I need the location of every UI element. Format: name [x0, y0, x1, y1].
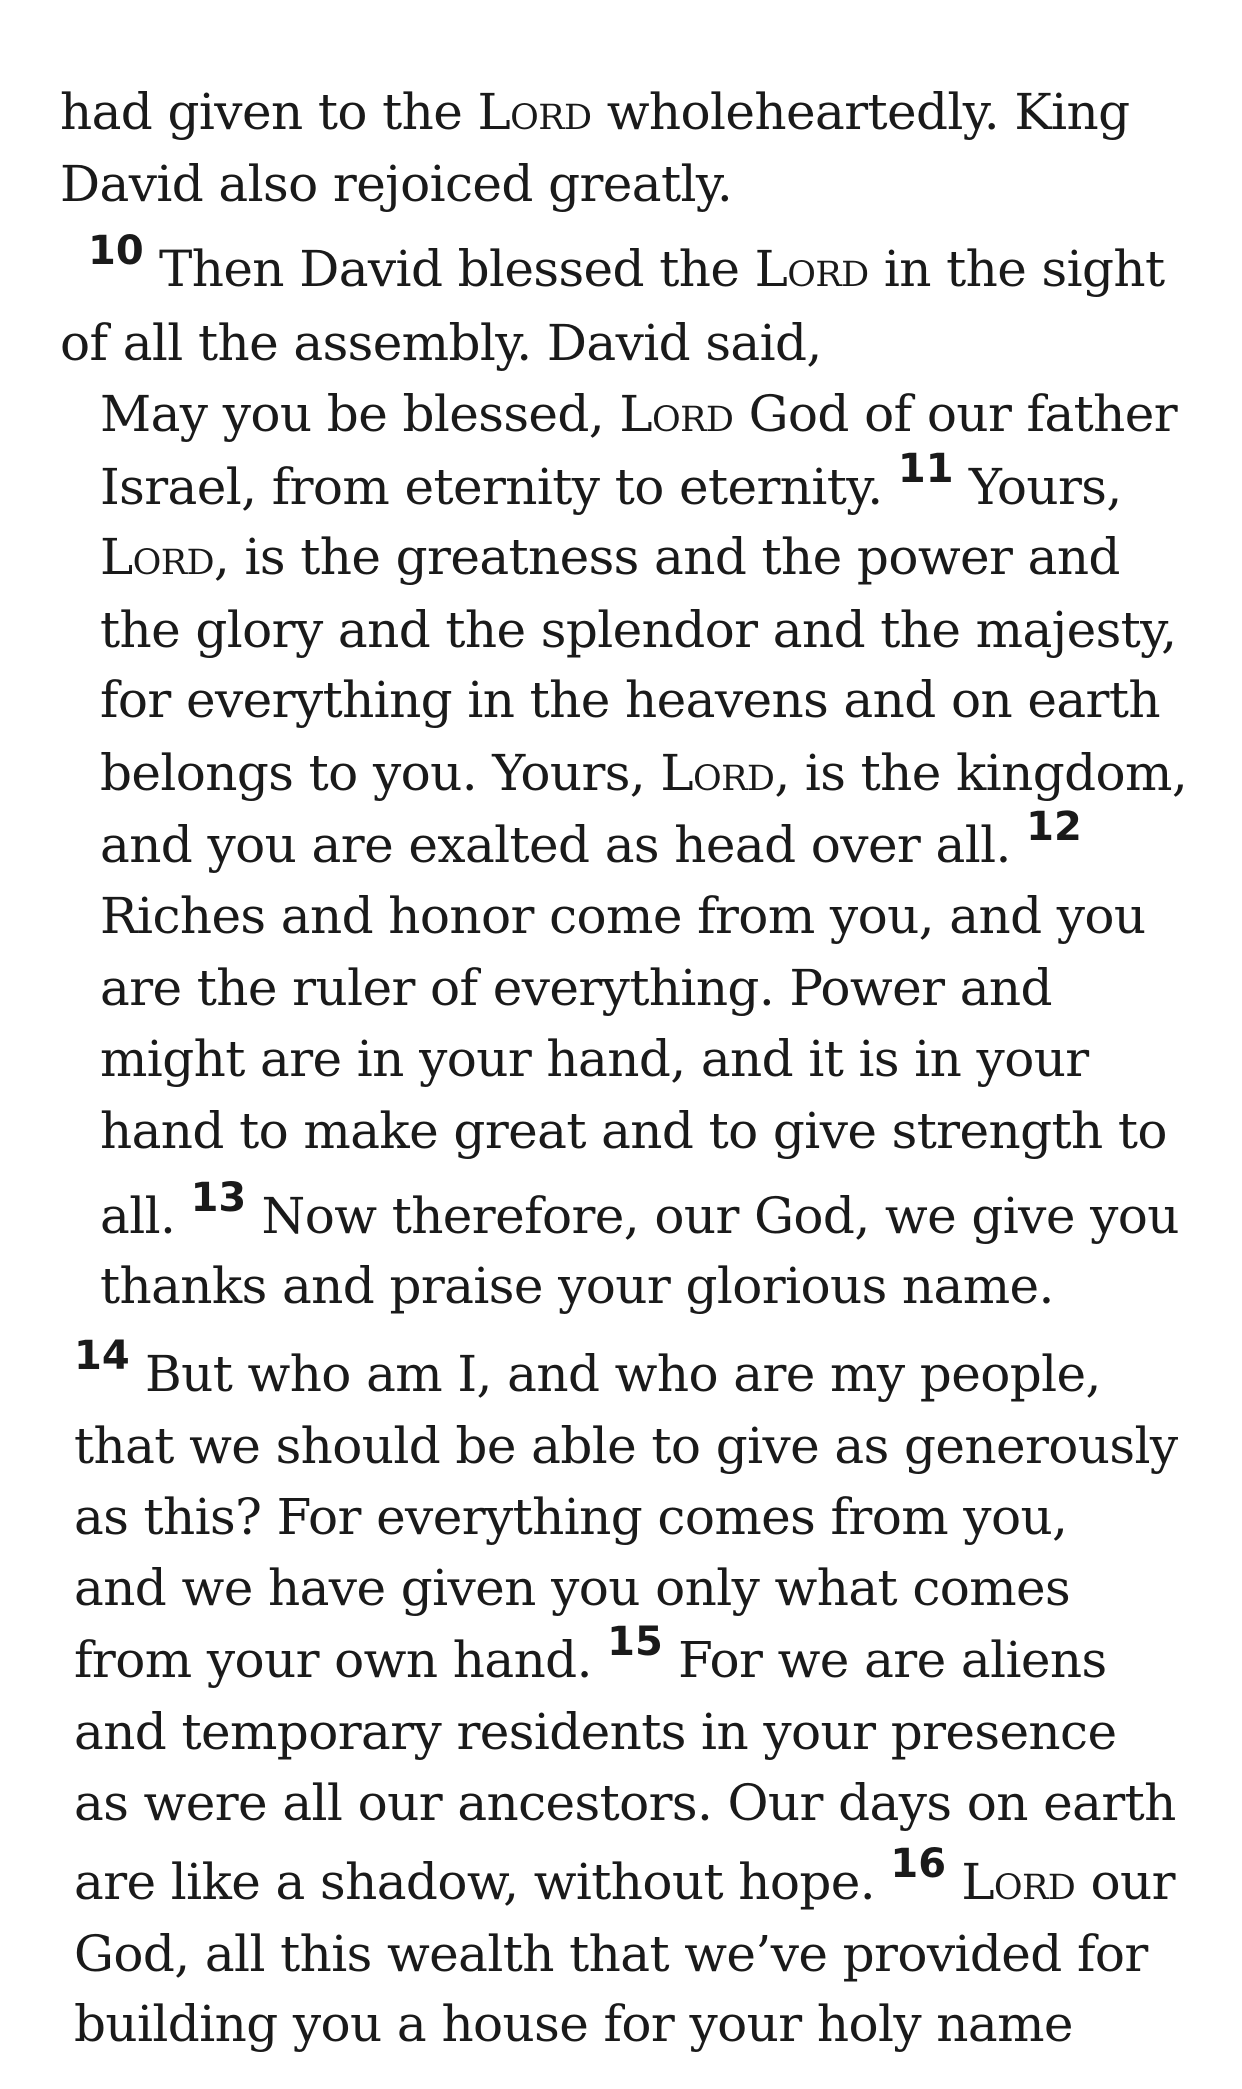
verse-text: are the ruler of everything. Power and [100, 959, 1052, 1017]
text-line [88, 228, 1165, 305]
text-line [60, 307, 822, 379]
verse-text: David also rejoiced greatly. [60, 155, 733, 213]
text-line [100, 378, 1177, 450]
verse-text [946, 1853, 961, 1911]
verse-text: and temporary residents in your presence [74, 1703, 1117, 1761]
text-line [100, 880, 1146, 952]
text-line [74, 1333, 1101, 1410]
text-line [74, 1696, 1116, 1768]
verse-text: Yours, [953, 458, 1122, 516]
verse-text: God, all this wealth that we’ve provided for [74, 1925, 1148, 1983]
verse-number: 11 [897, 446, 954, 492]
text-line [74, 1481, 1067, 1553]
text-line [100, 1250, 1054, 1322]
verse-text: for everything in the heavens and on earth [100, 671, 1160, 729]
text-line [100, 446, 1122, 523]
verse-number: 10 [88, 228, 144, 274]
verse-text: are like a shadow, without hope. [74, 1853, 891, 1911]
text-line [100, 594, 1176, 666]
verse-text: belongs to you. Yours, [100, 744, 661, 802]
verse-text: from your own hand. [74, 1631, 608, 1689]
verse-number: 16 [890, 1841, 947, 1887]
verse-text: all. [100, 1187, 191, 1245]
verse-text: hand to make great and to give strength to [100, 1102, 1167, 1160]
verse-text: that we should be able to give as generously [74, 1417, 1178, 1475]
verse-text: Then David blessed the [143, 240, 755, 298]
verse-number: 12 [1026, 804, 1082, 850]
divine-name: Lord [477, 83, 592, 141]
verse-text: Israel, from eternity to eternity. [100, 458, 898, 516]
text-line [74, 1767, 1176, 1839]
text-line [60, 148, 732, 220]
verse-text: For we are aliens [662, 1631, 1107, 1689]
verse-text: God of our father [733, 385, 1178, 443]
verse-text: wholeheartedly. King [591, 83, 1130, 141]
text-line [100, 521, 1120, 593]
text-line [100, 1095, 1167, 1167]
divine-name: Lord [619, 385, 734, 443]
text-line [74, 1841, 1175, 1918]
verse-text: and we have given you only what comes [74, 1559, 1071, 1617]
verse-text: May you be blessed, [100, 385, 620, 443]
verse-text: Riches and honor come from you, and you [100, 887, 1146, 945]
divine-name: Lord [754, 240, 869, 298]
divine-name: Lord [961, 1853, 1076, 1911]
text-line [100, 664, 1160, 736]
verse-text: thanks and praise your glorious name. [100, 1257, 1054, 1315]
text-line [74, 1552, 1070, 1624]
verse-text: building you a house for your holy name [74, 1995, 1073, 2053]
verse-text: as this? For everything comes from you, [74, 1488, 1068, 1546]
verse-text: Now therefore, our God, we give you [246, 1187, 1179, 1245]
verse-number: 15 [607, 1619, 663, 1665]
verse-text: of all the assembly. David said, [60, 314, 822, 372]
verse-text: had given to the [60, 83, 478, 141]
verse-number: 14 [74, 1333, 130, 1379]
verse-text: But who am I, and who are my people, [129, 1345, 1101, 1403]
divine-name: Lord [100, 528, 214, 586]
text-line [74, 1918, 1148, 1990]
divine-name: Lord [660, 744, 775, 802]
verse-text: might are in your hand, and it is in your [100, 1030, 1089, 1088]
text-line [60, 76, 1130, 148]
text-line [100, 1023, 1089, 1095]
verse-text: as were all our ancestors. Our days on earth [74, 1774, 1176, 1832]
verse-text: , is the greatness and the power and [213, 528, 1120, 586]
verse-text: our [1075, 1853, 1175, 1911]
verse-text: in the sight [868, 240, 1165, 298]
text-line [74, 1619, 1107, 1696]
text-line [100, 804, 1082, 881]
text-line [100, 952, 1052, 1024]
text-line [100, 1175, 1179, 1252]
verse-text: the glory and the splendor and the majesty, [100, 601, 1177, 659]
text-line [74, 1988, 1073, 2060]
verse-number: 13 [190, 1175, 247, 1221]
verse-text: , is the kingdom, [774, 744, 1188, 802]
verse-text: and you are exalted as head over all. [100, 816, 1027, 874]
text-line [100, 737, 1187, 809]
text-line [74, 1410, 1177, 1482]
